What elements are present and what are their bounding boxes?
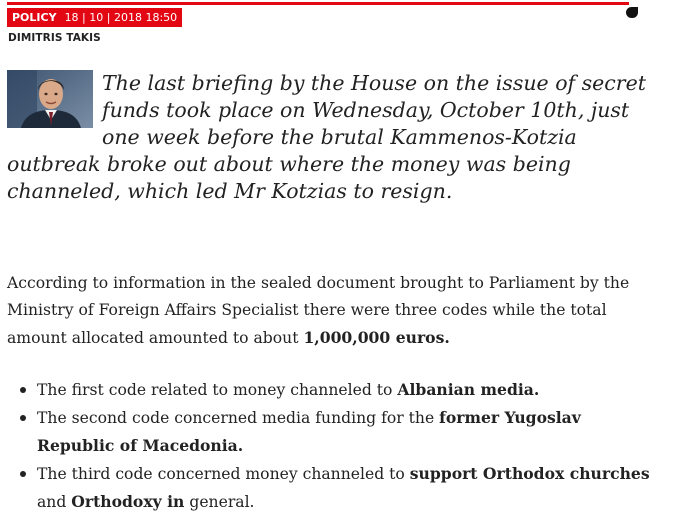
author-photo — [7, 70, 93, 128]
bullet-icon — [20, 471, 26, 477]
body-paragraph — [7, 270, 647, 352]
list-item — [20, 460, 650, 516]
list-item-bold: support Orthodox churches — [409, 464, 650, 483]
bullet-icon — [20, 387, 26, 393]
lead-text: The last briefing by the House on the issue of secret funds took place on Wednesday, October 10th, just one week before the brutal Kammenos-Kotzia outbreak broke out about where the money was being channeled, which led Mr Kotzias to resign. — [7, 71, 646, 203]
category-label[interactable]: POLICY — [12, 11, 57, 24]
top-accent-line — [7, 2, 629, 5]
list-item-text: general. — [184, 493, 255, 511]
meta-badge — [7, 8, 182, 27]
publish-date: 18 | 10 | 2018 18:50 — [64, 11, 178, 24]
author-photo-image — [7, 70, 93, 128]
list-item-text: The second code concerned media funding for the — [37, 409, 440, 427]
list-item — [20, 376, 650, 404]
author-name[interactable]: DIMITRIS TAKIS — [8, 32, 101, 44]
list-item-text: and — [37, 493, 72, 511]
list-item-bold: Albanian media. — [397, 380, 540, 399]
list-item-text: The first code related to money channeled to — [37, 381, 398, 399]
corner-ribbon-icon — [626, 7, 638, 18]
codes-list — [20, 376, 650, 516]
list-item-text: The third code concerned money channeled to — [37, 465, 410, 483]
body-paragraph-amount: 1,000,000 euros. — [303, 328, 450, 347]
lead-paragraph — [7, 70, 647, 205]
bullet-icon — [20, 415, 26, 421]
list-item-bold: former Yugoslav Republic of Macedonia. — [37, 408, 581, 455]
list-item — [20, 404, 650, 460]
body-paragraph-text: According to information in the sealed document brought to Parliament by the Ministry of Foreign Affairs Specialist there were three codes while the total amount allocated amounted to about — [7, 274, 630, 347]
list-item-bold: Orthodoxy in — [71, 492, 185, 511]
